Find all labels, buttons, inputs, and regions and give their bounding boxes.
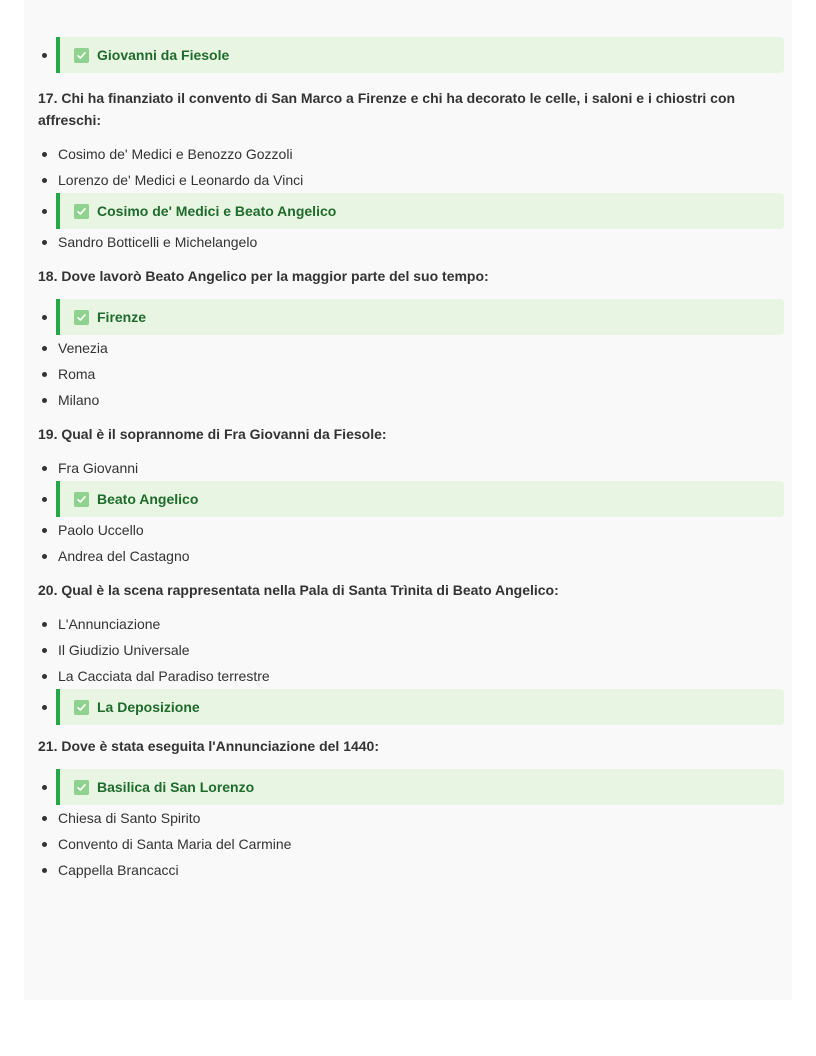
answer-option-correct [38, 193, 784, 229]
question-title: 20. Qual è la scena rappresentata nella Pala di Santa Trìnita di Beato Angelico: [38, 582, 559, 598]
bullet [42, 178, 47, 183]
answer-label: L'Annunciazione [58, 616, 161, 632]
bullet [42, 674, 47, 679]
answer-label: La Cacciata dal Paradiso terrestre [58, 668, 270, 684]
answer-label: Giovanni da Fiesole [97, 47, 230, 63]
bullet [42, 152, 47, 157]
answer-label: Andrea del Castagno [58, 548, 190, 564]
answer-option-correct [38, 769, 784, 805]
answer-label: Il Giudizio Universale [58, 642, 190, 658]
answer-label: Milano [58, 392, 100, 408]
answer-label: Convento di Santa Maria del Carmine [58, 836, 292, 852]
bullet [42, 497, 47, 502]
bullet [42, 466, 47, 471]
answer-list [38, 611, 784, 725]
answer-option-correct [38, 37, 784, 73]
bullet [42, 209, 47, 214]
bullet [42, 315, 47, 320]
question-title: 18. Dove lavorò Beato Angelico per la maggior parte del suo tempo: [38, 268, 489, 284]
bullet [42, 398, 47, 403]
checkmark-icon [74, 204, 89, 219]
answer-label: Roma [58, 366, 96, 382]
answer-option [38, 857, 784, 883]
answer-label: Beato Angelico [97, 491, 199, 507]
bullet [42, 346, 47, 351]
checkmark-icon [74, 780, 89, 795]
answer-option [38, 831, 784, 857]
answer-option [38, 663, 784, 689]
answer-option-correct [38, 299, 784, 335]
answer-label: Cosimo de' Medici e Beato Angelico [97, 203, 337, 219]
quiz-content [38, 37, 784, 883]
question-title: 17. Chi ha finanziato il convento di San Marco a Firenze e chi ha decorato le celle, i saloni e i chiostri con affreschi: [38, 90, 736, 128]
correct-answer-highlight [56, 193, 784, 229]
answer-label: Cosimo de' Medici e Benozzo Gozzoli [58, 146, 293, 162]
answer-list [38, 299, 784, 413]
bullet [42, 705, 47, 710]
correct-answer-highlight [56, 481, 784, 517]
answer-list-16 [38, 37, 784, 73]
answer-list [38, 769, 784, 883]
answer-option [38, 543, 784, 569]
checkmark-icon [74, 48, 89, 63]
answer-option [38, 517, 784, 543]
answer-label: Paolo Uccello [58, 522, 144, 538]
correct-answer-highlight [56, 37, 784, 73]
answer-label: Chiesa di Santo Spirito [58, 810, 201, 826]
answer-label: La Deposizione [97, 699, 200, 715]
checkmark-icon [74, 310, 89, 325]
answer-option [38, 167, 784, 193]
checkmark-icon [74, 492, 89, 507]
answer-label: Basilica di San Lorenzo [97, 779, 255, 795]
answer-option [38, 335, 784, 361]
question-title: 21. Dove è stata eseguita l'Annunciazione del 1440: [38, 738, 380, 754]
answer-label: Fra Giovanni [58, 460, 139, 476]
bullet [42, 240, 47, 245]
answer-label: Cappella Brancacci [58, 862, 179, 878]
answer-label: Lorenzo de' Medici e Leonardo da Vinci [58, 172, 304, 188]
answer-option [38, 361, 784, 387]
correct-answer-highlight [56, 689, 784, 725]
answer-option [38, 229, 784, 255]
bullet [42, 554, 47, 559]
answer-option [38, 141, 784, 167]
answer-option [38, 637, 784, 663]
answer-label: Venezia [58, 340, 108, 356]
bullet [42, 372, 47, 377]
answer-list [38, 455, 784, 569]
answer-option [38, 805, 784, 831]
bullet [42, 53, 47, 58]
bullet [42, 785, 47, 790]
answer-label: Sandro Botticelli e Michelangelo [58, 234, 258, 250]
answer-option [38, 611, 784, 637]
answer-list [38, 141, 784, 255]
answer-option-correct [38, 481, 784, 517]
answer-option [38, 455, 784, 481]
question-title: 19. Qual è il soprannome di Fra Giovanni da Fiesole: [38, 426, 387, 442]
checkmark-icon [74, 700, 89, 715]
bullet [42, 622, 47, 627]
correct-answer-highlight [56, 769, 784, 805]
answer-option-correct [38, 689, 784, 725]
correct-answer-highlight [56, 299, 784, 335]
bullet [42, 842, 47, 847]
answer-option [38, 387, 784, 413]
bullet [42, 816, 47, 821]
bullet [42, 868, 47, 873]
answer-label: Firenze [97, 309, 147, 325]
bullet [42, 528, 47, 533]
bullet [42, 648, 47, 653]
